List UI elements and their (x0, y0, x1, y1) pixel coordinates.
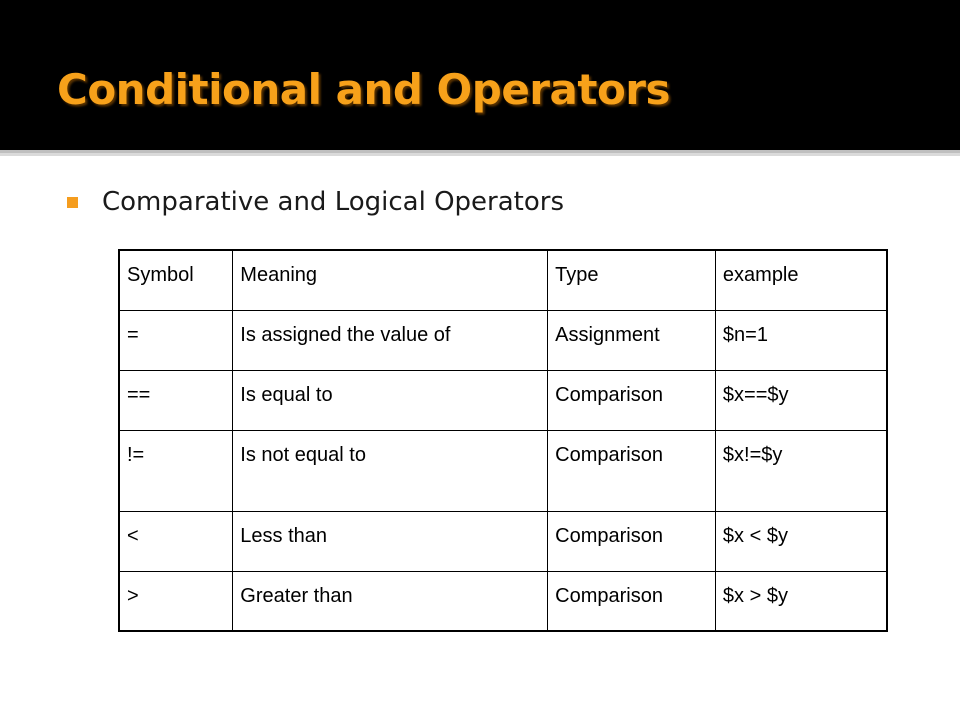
title-divider (0, 150, 960, 156)
header-cell-example: example (715, 250, 887, 310)
square-bullet-icon (67, 197, 78, 208)
table-header-row (119, 250, 887, 310)
bullet-text: Comparative and Logical Operators (102, 187, 564, 217)
example-cell: $x==$y (715, 370, 887, 430)
symbol-cell: != (119, 430, 233, 511)
slide-title: Conditional and Operators (57, 65, 671, 114)
header-cell-type: Type (548, 250, 716, 310)
meaning-cell: Is assigned the value of (233, 310, 548, 370)
example-cell: $x < $y (715, 511, 887, 571)
symbol-cell: = (119, 310, 233, 370)
table-row (119, 430, 887, 511)
header-cell-meaning: Meaning (233, 250, 548, 310)
meaning-cell: Greater than (233, 571, 548, 631)
type-cell: Comparison (548, 511, 716, 571)
table-row (119, 511, 887, 571)
symbol-cell: < (119, 511, 233, 571)
type-cell: Comparison (548, 571, 716, 631)
bullet-item (67, 182, 564, 222)
symbol-cell: == (119, 370, 233, 430)
table-row (119, 370, 887, 430)
table-row (119, 310, 887, 370)
operators-table (118, 249, 888, 632)
example-cell: $x > $y (715, 571, 887, 631)
symbol-cell: > (119, 571, 233, 631)
example-cell: $n=1 (715, 310, 887, 370)
header-cell-symbol: Symbol (119, 250, 233, 310)
type-cell: Comparison (548, 370, 716, 430)
meaning-cell: Is equal to (233, 370, 548, 430)
example-cell: $x!=$y (715, 430, 887, 511)
meaning-cell: Is not equal to (233, 430, 548, 511)
meaning-cell: Less than (233, 511, 548, 571)
title-band (0, 0, 960, 150)
type-cell: Comparison (548, 430, 716, 511)
type-cell: Assignment (548, 310, 716, 370)
table-row (119, 571, 887, 631)
